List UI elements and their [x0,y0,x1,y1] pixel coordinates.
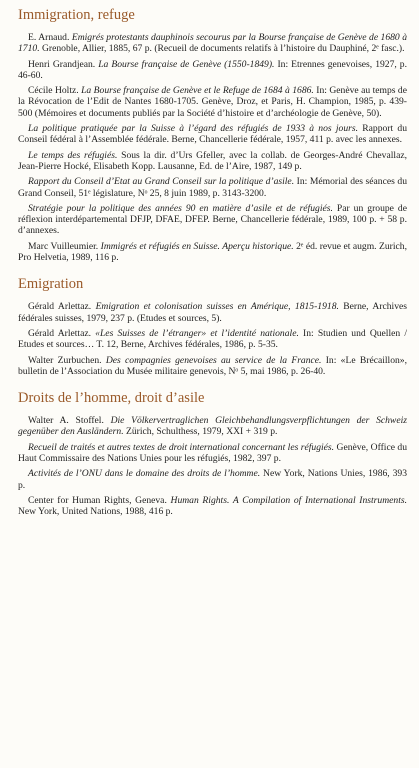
section-immigration-refuge [18,6,407,263]
bibliography-entry: Le temps des réfugiés. Sous la dir. d’Urs Gfeller, avec la collab. de Georges-André Chevallaz, Jean-Pierre Hocké, Elisabeth Kopp. Lausanne, Ed. de l’Aire, 1987, 149 p. [18,149,407,172]
bibliography-entry: Activités de l’ONU dans le domaine des droits de l’homme. New York, Nations Unies, 1986, 393 p. [18,468,407,491]
bibliography-entry: Henri Grandjean. La Bourse française de Genève (1550-1849). In: Etrennes genevoises, 1927, p. 46-60. [18,58,407,81]
bibliography-entry: La politique pratiquée par la Suisse à l’égard des réfugiés de 1933 à nos jours. Rapport du Conseil fédéral à l’Assemblée fédérale. Berne, Chancellerie fédérale, 1957, 411 p. avec les annexes. [18,123,407,146]
bibliography-entry: E. Arnaud. Emigrés protestants dauphinois secourus par la Bourse française de Genève de 1680 à 1710. Grenoble, Allier, 1885, 67 p. (Recueil de documents relatifs à l’histoire du Dauphiné, 2ᵉ fasc.). [18,32,407,55]
section-title: Immigration, refuge [18,7,135,23]
section-emigration [18,275,407,377]
section-title: Droits de l’homme, droit d’asile [18,390,205,407]
bibliography-entry: Rapport du Conseil d’Etat au Grand Conseil sur la politique d’asile. In: Mémorial des séances du Grand Conseil, 51ᵉ législature, Nᵒ 25, 8 juin 1989, p. 3143-3200. [18,176,407,199]
bibliography-entry: Stratégie pour la politique des années 90 en matière d’asile et de réfugiés. Par un groupe de réflexion interdépartemental DFJP, DFAE, DFEP. Berne, Chancellerie fédérale, 1989, 100 p. + 58 p. d’annexes. [18,202,407,237]
bibliography-entry: Walter Zurbuchen. Des compagnies genevoises au service de la France. In: «Le Brécaillon», bulletin de l’Association du Musée militaire genevois, Nᵒ 5, mai 1986, p. 26-40. [18,354,407,377]
bibliography-entry: Gérald Arlettaz. Emigration et colonisation suisses en Amérique, 1815-1918. Berne, Archives fédérales suisses, 1979, 237 p. (Etudes et sources, 5). [18,301,407,324]
section-droits-de-l-homme [18,389,407,517]
section-title: Emigration [18,276,84,293]
bibliography-entry: Walter A. Stoffel. Die Völkervertraglichen Gleichbehandlungsverpflichtungen der Schweiz gegenüber den Ausländern. Zürich, Schulthess, 1979, XXI + 319 p. [18,415,407,438]
bibliography-entry: Center for Human Rights, Geneva. Human Rights. A Compilation of International Instruments. New York, United Nations, 1988, 416 p. [18,494,407,518]
bibliography-entry: Recueil de traités et autres textes de droit international concernant les réfugiés. Genève, Office du Haut Commissaire des Nations Unies pour les réfugiés, 1982, 397 p. [18,441,407,465]
bibliography-entry: Gérald Arlettaz. «Les Suisses de l’étranger» et l’identité nationale. In: Studien und Quellen / Etudes et sources… T. 12, Berne, Archives fédérales, 1986, p. 5-35. [18,327,407,351]
bibliography-entry: Marc Vuilleumier. Immigrés et réfugiés en Suisse. Aperçu historique. 2ᵉ éd. revue et augm. Zurich, Pro Helvetia, 1989, 116 p. [18,240,407,264]
bibliography-entry: Cécile Holtz. La Bourse française de Genève et le Refuge de 1684 à 1686. In: Genève au temps de la Révocation de l’Edit de Nantes 1680-1705. Genève, Droz, et Paris, H. Champion, 1985, p. 439-500 (Mémoires et documents publiés par la Société d’histoire et d’archéologie de Genève, 50). [18,85,407,119]
